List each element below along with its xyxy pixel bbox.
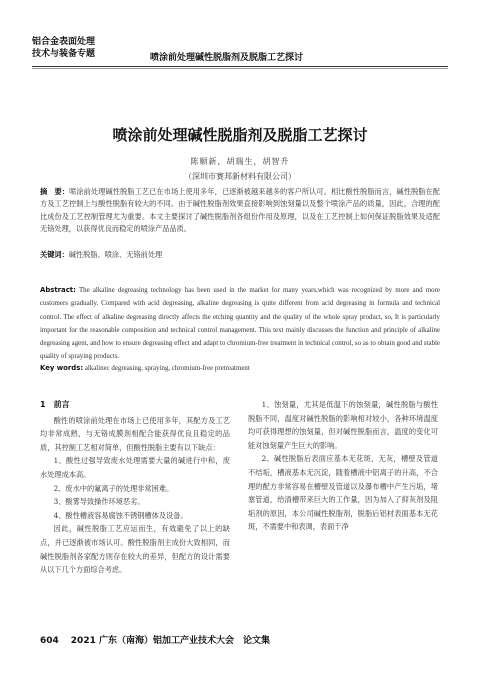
abstract-en-text: The alkaline degreasing technology has been used in the market for many years,which was recognized by more and more customers gradually. Compared with acid degreasing, alkaline degreasing is quite different from acid degreasing in formula and technical control. The effect of alkaline degreasing directly affects the etching quantity and the quality of the whole spray product, so, It is particularly important for the reasonable composition and technical control management. This text mainly discusses the function and principle of alkaline degreasing agent, and how to ensure degreasing effect and adapt to chromium-free treatment in technical control, so as to obtain good and stable quality of spraying products. <box>40 287 440 361</box>
list-item: 1、酸性过强导致废水处理需要大量的碱进行中和，废水处理成本高。 <box>40 456 230 479</box>
header-rule-thin <box>32 68 448 69</box>
keywords-en-text: alkalinec degreasing, spraying, chromium-free pretreatment <box>84 365 250 372</box>
abstract-cn <box>40 186 440 236</box>
abstract-cn-text: 喷涂前处理碱性脱脂工艺已在市场上使用多年，已逐渐被越来越多的客户所认可。相比酸性脱脂而言，碱性脱脂在配方及工艺控制上与酸性脱脂有较大的不同。由于碱性脱脂剂效果直接影响到蚀刻量以及整个喷涂产品的质量，因此，合理的配比成份及工艺控制管理尤为重要。本文主要探讨了碱性脱脂剂各组份作用及原理，以及在工艺控制上如何保证脱脂效果及适配无铬处理，以获得优良而稳定的喷涂产品品质。 <box>40 187 440 234</box>
keywords-cn-label: 关键词： <box>40 250 69 259</box>
page-footer <box>40 633 440 646</box>
journal-column-label <box>32 36 95 60</box>
body-column-right <box>248 398 438 534</box>
page-number: 604 <box>40 636 59 646</box>
header-rule <box>32 66 448 67</box>
page-header <box>32 36 448 72</box>
footer-text: 2021 广东（南海）铝加工产业技术大会 论文集 <box>70 636 270 646</box>
list-item: 4、酸性槽液容易腐蚀不锈钢槽体及设备。 <box>53 510 188 520</box>
abstract-cn-label: 摘 要： <box>40 187 70 196</box>
abstract-en-label: Abstract: <box>40 286 76 294</box>
keywords-cn <box>40 250 440 260</box>
journal-line-1: 铝合金表面处理 <box>32 37 96 47</box>
list-item: 3、酸雾导致操作环境恶劣。 <box>53 497 145 507</box>
authors: 陈顺新，胡瑞生，胡智升 <box>190 157 290 166</box>
keywords-en <box>40 364 440 372</box>
paragraph: 2、碱性脱脂后表面应基本无花斑，无灰，槽壁及管道不结垢，槽液基本无沉淀，随着槽液中铝离子的升高，不合理的配方非常容易在槽壁及管道以及瀑布槽中产生污垢，堵塞管道，给清槽带来巨大的工作量，因为加入了抑灰剂及阻垢剂的原因，本公司碱性脱脂剂，脱脂后铝材表面基本无花斑，不需要中和表调，表面干净 <box>248 454 438 532</box>
paper-title: 喷涂前处理碱性脱脂剂及脱脂工艺探讨 <box>112 126 368 144</box>
section-heading: 1 前言 <box>40 400 70 409</box>
paragraph: 酸性的喷涂前处理在市场上已使用多年，其配方及工艺均非常成熟，与无铬成膜剂相配合能获得优良且稳定的品质，其控制工艺相对简单，但酸性脱脂主要有以下缺点： <box>40 415 230 452</box>
body-column-left <box>40 398 230 577</box>
journal-line-2: 技术与装备专题 <box>32 49 96 59</box>
affiliation: （深圳市赛邦新材料有限公司） <box>184 172 296 181</box>
keywords-cn-text: 碱性脱脂、喷涂、无铬前处理 <box>68 250 163 259</box>
paragraph: 1、蚀刻量，尤其是低温下的蚀刻量，碱性脱脂与酸性脱脂不同，温度对碱性脱脂的影响相对较小，各种环境温度均可获得理想的蚀刻量，但对碱性脱脂而言，温度的变化可能对蚀刻量产生巨大的影响。 <box>248 400 438 450</box>
paragraph: 因此，碱性脱脂工艺应运而生，有效避免了以上的缺点，并已逐渐被市场认可。酸性脱脂剂主成份大致相同，而碱性脱脂剂各家配方则存在较大的差异，但配方的设计需要从以下几个方面综合考虑。 <box>40 524 230 575</box>
keywords-en-label: Key words: <box>40 364 84 372</box>
list-item: 2、废水中的氟离子的处理非常困难。 <box>53 483 174 493</box>
abstract-en <box>40 284 440 364</box>
running-title: 喷涂前处理碱性脱脂剂及脱脂工艺探讨 <box>150 53 304 63</box>
